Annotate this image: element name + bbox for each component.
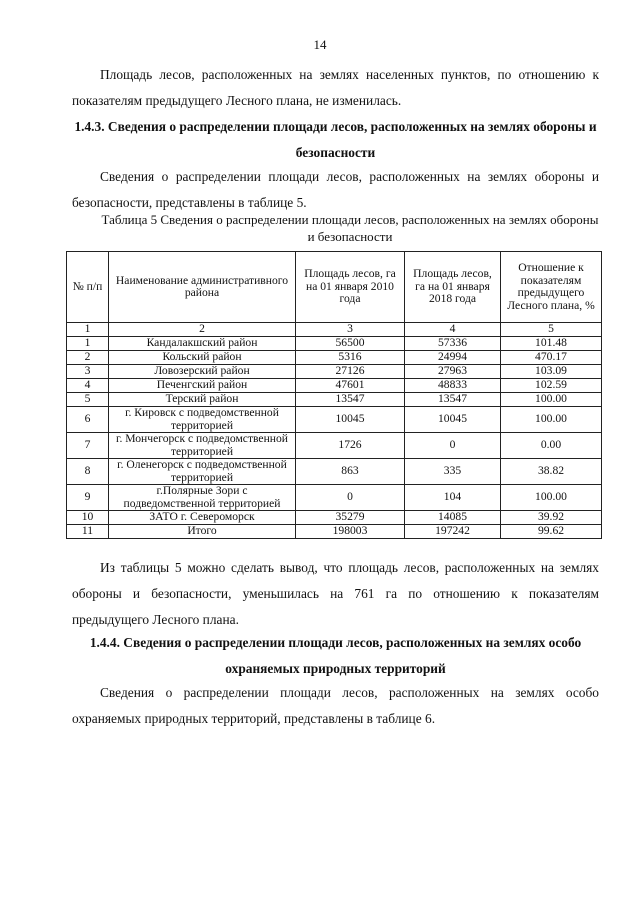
ratio-cell: 102.59 [501,379,602,393]
district-name-cell: Итого [109,525,296,539]
district-name-cell: г. Мончегорск с подведомственной территорией [109,433,296,459]
column-number-row [67,323,602,337]
table-row [67,511,602,525]
header-area-2018: Площадь лесов, га на 01 января 2018 года [405,252,501,323]
table-row [67,525,602,539]
table-5-caption: Таблица 5 Сведения о распределении площади лесов, расположенных на землях обороны и безопасности [101,212,599,244]
table-row [67,407,602,433]
table-row [67,379,602,393]
column-number: 1 [67,323,109,337]
ratio-cell: 38.82 [501,459,602,485]
area-2018-cell: 0 [405,433,501,459]
row-number-cell: 3 [67,365,109,379]
area-2018-cell: 197242 [405,525,501,539]
area-2010-cell: 863 [296,459,405,485]
row-number-cell: 2 [67,351,109,365]
district-name-cell: Кольский район [109,351,296,365]
table-row [67,365,602,379]
area-2010-cell: 10045 [296,407,405,433]
district-name-cell: Ловозерский район [109,365,296,379]
district-name-cell: Терский район [109,393,296,407]
conclusion-paragraph: Из таблицы 5 можно сделать вывод, что площадь лесов, расположенных на землях обороны и безопасности, уменьшилась на 761 га по отношению к показателям предыдущего Лесного плана. [72,560,599,627]
column-number: 2 [109,323,296,337]
area-2018-cell: 48833 [405,379,501,393]
area-2018-cell: 57336 [405,337,501,351]
ratio-cell: 100.00 [501,485,602,511]
row-number-cell: 6 [67,407,109,433]
district-name-cell: г. Оленегорск с подведомственной территорией [109,459,296,485]
header-number: № п/п [67,252,109,323]
area-2010-cell: 56500 [296,337,405,351]
area-2018-cell: 104 [405,485,501,511]
ratio-cell: 101.48 [501,337,602,351]
ratio-cell: 0.00 [501,433,602,459]
ratio-cell: 39.92 [501,511,602,525]
table-row [67,337,602,351]
section-1-4-4-title: 1.4.4. Сведения о распределении площади лесов, расположенных на землях особо охраняемых природных территорий [89,635,582,676]
district-name-cell: г.Полярные Зори с подведомственной территорией [109,485,296,511]
district-name-cell: ЗАТО г. Североморск [109,511,296,525]
area-2018-cell: 13547 [405,393,501,407]
ratio-cell: 100.00 [501,407,602,433]
area-2010-cell: 13547 [296,393,405,407]
header-ratio: Отношение к показателям предыдущего Лесного плана, % [501,252,602,323]
area-2018-cell: 10045 [405,407,501,433]
area-2018-cell: 27963 [405,365,501,379]
row-number-cell: 7 [67,433,109,459]
area-2010-cell: 1726 [296,433,405,459]
district-name-cell: Кандалакшский район [109,337,296,351]
column-number: 4 [405,323,501,337]
row-number-cell: 8 [67,459,109,485]
row-number-cell: 10 [67,511,109,525]
section-1-4-3-paragraph: Сведения о распределении площади лесов, расположенных на землях обороны и безопасности, представлены в таблице 5. [72,169,599,210]
row-number-cell: 5 [67,393,109,407]
table-row [67,393,602,407]
area-2010-cell: 0 [296,485,405,511]
area-2018-cell: 335 [405,459,501,485]
intro-paragraph: Площадь лесов, расположенных на землях населенных пунктов, по отношению к показателям предыдущего Лесного плана, не изменилась. [72,67,599,108]
section-1-4-4-paragraph: Сведения о распределении площади лесов, расположенных на землях особо охраняемых природных территорий, представлены в таблице 6. [72,685,599,726]
row-number-cell: 9 [67,485,109,511]
page-number: 14 [313,37,327,52]
header-district: Наименование административного района [109,252,296,323]
table-row [67,351,602,365]
district-name-cell: Печенгский район [109,379,296,393]
section-1-4-3-title: 1.4.3. Сведения о распределении площади лесов, расположенных на землях обороны и безопасности [74,119,597,160]
table-row [67,485,602,511]
table-row [67,433,602,459]
ratio-cell: 103.09 [501,365,602,379]
district-name-cell: г. Кировск с подведомственной территорией [109,407,296,433]
row-number-cell: 1 [67,337,109,351]
area-2010-cell: 35279 [296,511,405,525]
column-number: 3 [296,323,405,337]
table-5 [66,251,602,539]
row-number-cell: 4 [67,379,109,393]
ratio-cell: 99.62 [501,525,602,539]
column-number: 5 [501,323,602,337]
area-2010-cell: 27126 [296,365,405,379]
header-area-2010: Площадь лесов, га на 01 января 2010 года [296,252,405,323]
area-2010-cell: 47601 [296,379,405,393]
row-number-cell: 11 [67,525,109,539]
ratio-cell: 100.00 [501,393,602,407]
table-header-row [67,252,602,323]
area-2018-cell: 24994 [405,351,501,365]
area-2010-cell: 5316 [296,351,405,365]
table-row [67,459,602,485]
area-2010-cell: 198003 [296,525,405,539]
area-2018-cell: 14085 [405,511,501,525]
ratio-cell: 470.17 [501,351,602,365]
